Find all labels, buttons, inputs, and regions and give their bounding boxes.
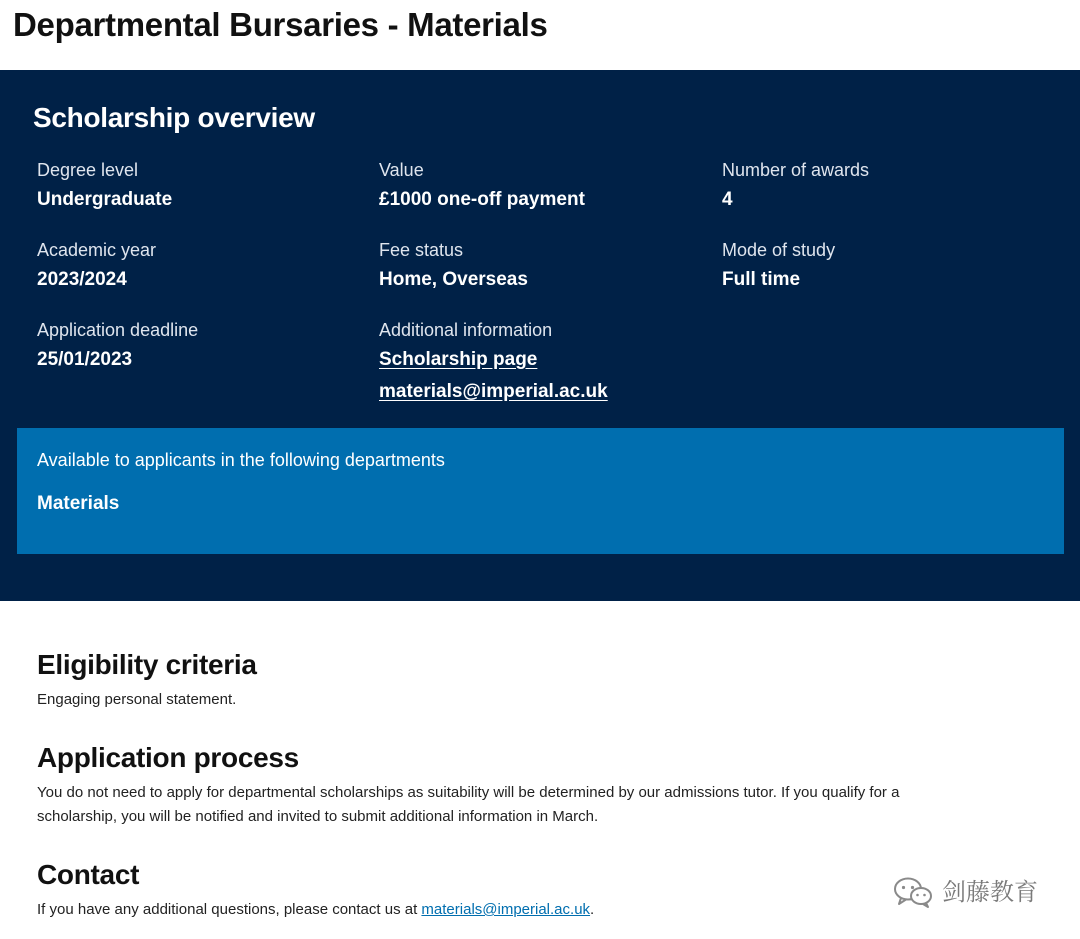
overview-title: Scholarship overview [33,102,315,133]
field-additional-information [379,318,608,412]
field-academic-year [37,238,156,292]
scholarship-page-link[interactable]: Scholarship page [379,349,538,370]
field-value: Undergraduate [37,189,173,210]
field-value: Home, Overseas [379,269,528,290]
field-value: 25/01/2023 [37,349,133,370]
departments-box [17,428,1064,554]
field-label: Fee status [379,240,464,260]
application-title: Application process [37,742,299,773]
departments-value: Materials [37,493,120,514]
field-label: Value [379,160,424,180]
application-section [37,741,1037,829]
field-value-amount [379,158,585,212]
scholarship-overview [0,70,1080,601]
field-fee-status [379,238,528,292]
field-value: 2023/2024 [37,269,127,290]
contact-text [37,898,977,922]
eligibility-text: Engaging personal statement. [37,691,237,708]
page-title: Departmental Bursaries - Materials [13,6,548,43]
email-link[interactable]: materials@imperial.ac.uk [379,381,608,402]
watermark [892,874,1038,910]
application-text: You do not need to apply for departmental scholarships as suitability will be determined by our admissions tutor. If you qualify for a scholarship, you will be notified and invited to submit additional information in March. [37,784,900,825]
field-application-deadline [37,318,198,372]
field-label: Number of awards [722,160,870,180]
departments-label: Available to applicants in the following departments [37,450,445,470]
field-label: Mode of study [722,240,836,260]
watermark-text: 剑藤教育 [942,878,1038,906]
wechat-icon [892,875,934,909]
contact-text-after: . [590,901,595,918]
eligibility-section [37,648,1037,712]
eligibility-title: Eligibility criteria [37,649,257,680]
field-value: 4 [722,189,733,210]
field-label: Application deadline [37,320,199,340]
field-label: Additional information [379,320,553,340]
field-mode-of-study [722,238,835,292]
field-number-of-awards [722,158,869,212]
contact-text-before: If you have any additional questions, please contact us at [37,901,422,918]
field-degree-level [37,158,172,212]
contact-section [37,858,1037,922]
field-label: Academic year [37,240,157,260]
contact-title: Contact [37,859,140,890]
contact-email-link[interactable]: materials@imperial.ac.uk [421,901,591,918]
field-label: Degree level [37,160,139,180]
field-value: £1000 one-off payment [379,189,585,210]
field-value: Full time [722,269,801,290]
